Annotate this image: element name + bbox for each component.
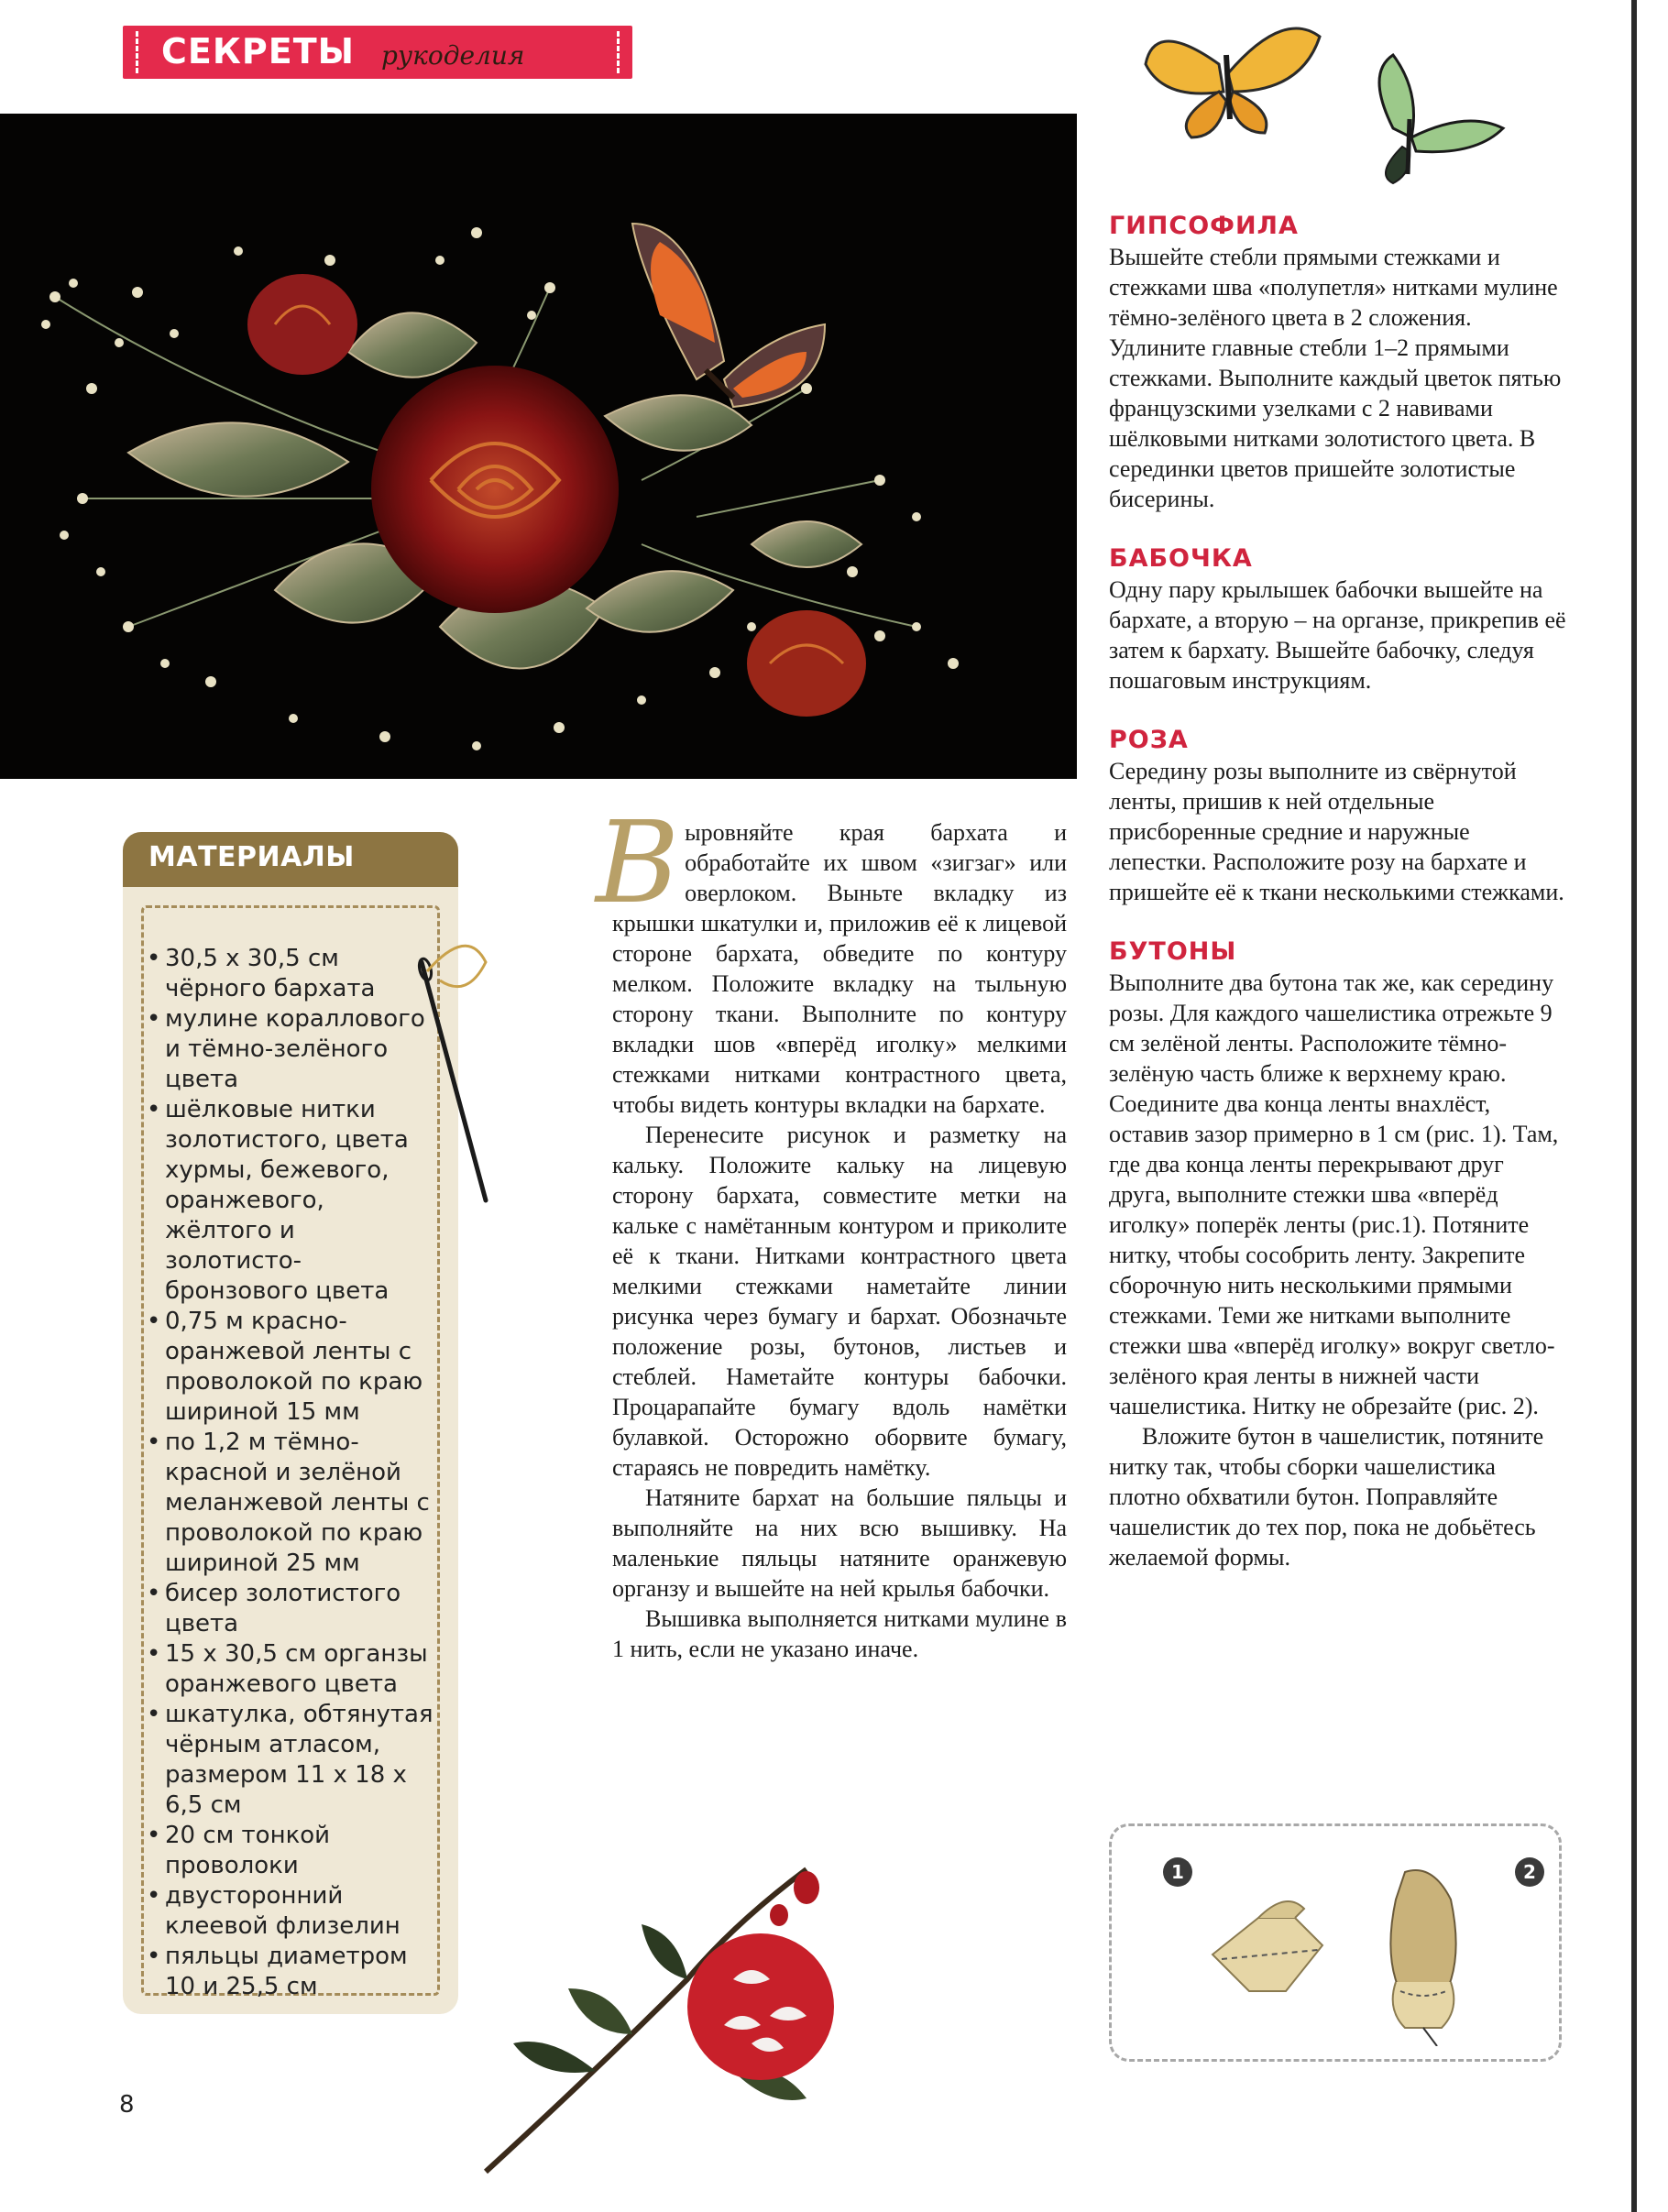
section-heading: ГИПСОФИЛА [1109, 212, 1299, 240]
article-paragraph [596, 797, 1067, 1120]
materials-item: • 20 см тонкой проволоки [145, 1821, 438, 1881]
article-paragraph: Перенесите рисунок и разметку на кальку. Положите кальку на лицевую сторону бархата, совместите метки на кальке с намётанным контуром и приколите её к ткани. Нитками контрастного цвета мелкими стежками наметайте линии рисунка через бумагу и бархат. Обозначьте положение розы, бутонов, листьев и стеблей. Наметайте контуры бабочки. Процарапайте бумагу вдоль намётки булавкой. Осторожно оборвите бумагу, стараясь не повредить намётку. [612, 1122, 1067, 1481]
section-paragraph: Выполните два бутона так же, как середину розы. Для каждого чашелистика отрежьте 9 см зелёной ленты. Расположите тёмно-зелёную часть ближе к верхнему краю. Соедините два конца ленты внахлёст, оставив зазор примерно в 1 см (рис. 1). Там, где два конца ленты перекрывают друг друга, выполните стежки шва «вперёд иголку» поперёк ленты (рис.1). Потяните нитку, чтобы сособрить ленту. Закрепите сборочную нить несколькими прямыми стежками. Теми же нитками выполните стежки шва «вперёд иголку» вокруг светло-зелёного края ленты в нижней части чашелистика. Нитку не обрезайте (рис. 2). [1109, 969, 1559, 1419]
section-paragraph: Одну пару крылышек бабочки вышейте на бархате, а вторую – на органзе, прикрепив её затем к бархату. Вышейте бабочку, следуя пошаговым инструкциям. [1109, 576, 1566, 694]
banner-subtitle: рукоделия [381, 40, 525, 71]
step-1-badge: 1 [1163, 1857, 1192, 1887]
page-number: 8 [119, 2091, 135, 2119]
materials-item: • двусторонний клеевой флизелин [145, 1881, 438, 1942]
materials-item: • бисер золотистого цвета [145, 1579, 438, 1639]
banner-title: СЕКРЕТЫ [161, 31, 356, 71]
section-buds [1109, 936, 1567, 1572]
section-banner [123, 26, 632, 79]
article-paragraph: Натяните бархат на большие пяльцы и выполняйте на них всю вышивку. На маленькие пяльцы натяните оранжевую органзу и вышейте на ней крылья бабочки. [612, 1484, 1067, 1602]
materials-header [123, 832, 458, 887]
ribbon-rose-embroidery-image [0, 114, 1077, 779]
sepal-steps-illustration [1203, 1863, 1506, 2046]
needle-icon [403, 925, 504, 1219]
article-paragraph: Вышивка выполняется нитками мулине в 1 нить, если не указано иначе. [612, 1605, 1067, 1662]
materials-item: • по 1,2 м тёмно-красной и зелёной меланжевой ленты с проволокой по краю шириной 25 мм [145, 1428, 438, 1579]
banner-dash-right [617, 31, 620, 73]
materials-title: МАТЕРИАЛЫ [148, 841, 355, 873]
materials-item: • пяльцы диаметром 10 и 25,5 см [145, 1942, 438, 2002]
section-paragraph: Середину розы выполните из свёрнутой ленты, пришив к ней отдельные присборенные средние и наружные лепестки. Расположите розу на бархате и пришейте её к ткани несколькими стежками. [1109, 758, 1564, 905]
section-gypsophila [1109, 211, 1567, 514]
section-butterfly [1109, 543, 1567, 695]
sepal-diagram [1109, 1823, 1562, 2062]
step-2-badge: 2 [1515, 1857, 1544, 1887]
butterflies-illustration [1118, 0, 1521, 202]
materials-item: • шкатулка, обтянутая чёрным атласом, размером 11 х 18 х 6,5 см [145, 1700, 438, 1821]
instructions-column [596, 797, 1067, 1664]
materials-item: • 30,5 х 30,5 см чёрного бархата [145, 944, 438, 1004]
embroidery-photo [0, 114, 1077, 779]
materials-item: • мулине кораллового и тёмно-зелёного цвета [145, 1004, 438, 1095]
article-paragraph-text: ыровняйте края бархата и обработайте их швом «зигзаг» или оверлоком. Выньте вкладку из крышки шкатулки и, приложив её к лицевой стороне бархата, обведите по контуру мелком. Положите вкладку на тыльную сторону ткани. Выполните по контуру вкладки шов «вперёд иголку» мелкими стежками нитками контрастного цвета, чтобы видеть контуры вкладки на бархате. [612, 819, 1067, 1118]
banner-dash-left [136, 31, 138, 73]
materials-item: • 0,75 м красно-оранжевой ленты с проволокой по краю шириной 15 мм [145, 1307, 438, 1428]
section-rose [1109, 725, 1567, 907]
section-paragraph: Вышейте стебли прямыми стежками и стежками шва «полупетля» нитками мулине тёмно-зелёного цвета в 2 сложения. Удлините главные стебли 1–2 прямыми стежками. Выполните каждый цветок пятью французскими узелками с 2 навивами шёлковыми нитками золотистого цвета. В серединки цветов пришейте золотистые бисерины. [1109, 244, 1562, 512]
right-column [1109, 211, 1567, 1602]
materials-item: • шёлковые нитки золотистого, цвета хурмы, бежевого, оранжевого, жёлтого и золотисто-бронзового цвета [145, 1095, 438, 1307]
drop-cap: В [596, 797, 680, 929]
section-paragraph: Вложите бутон в чашелистик, потяните нитку так, чтобы сборки чашелистика плотно обхватили бутон. Поправляйте чашелистик до тех пор, пока не добьётесь желаемой формы. [1109, 1423, 1544, 1571]
butterfly-embroidery [632, 224, 825, 407]
section-heading: БАБОЧКА [1109, 544, 1253, 573]
section-heading: БУТОНЫ [1109, 937, 1237, 966]
rose-branch-illustration [458, 1833, 935, 2190]
materials-list [145, 944, 438, 2002]
section-heading: РОЗА [1109, 726, 1189, 754]
page-spine-edge [1631, 0, 1637, 2212]
materials-item: • 15 х 30,5 см органзы оранжевого цвета [145, 1639, 438, 1700]
